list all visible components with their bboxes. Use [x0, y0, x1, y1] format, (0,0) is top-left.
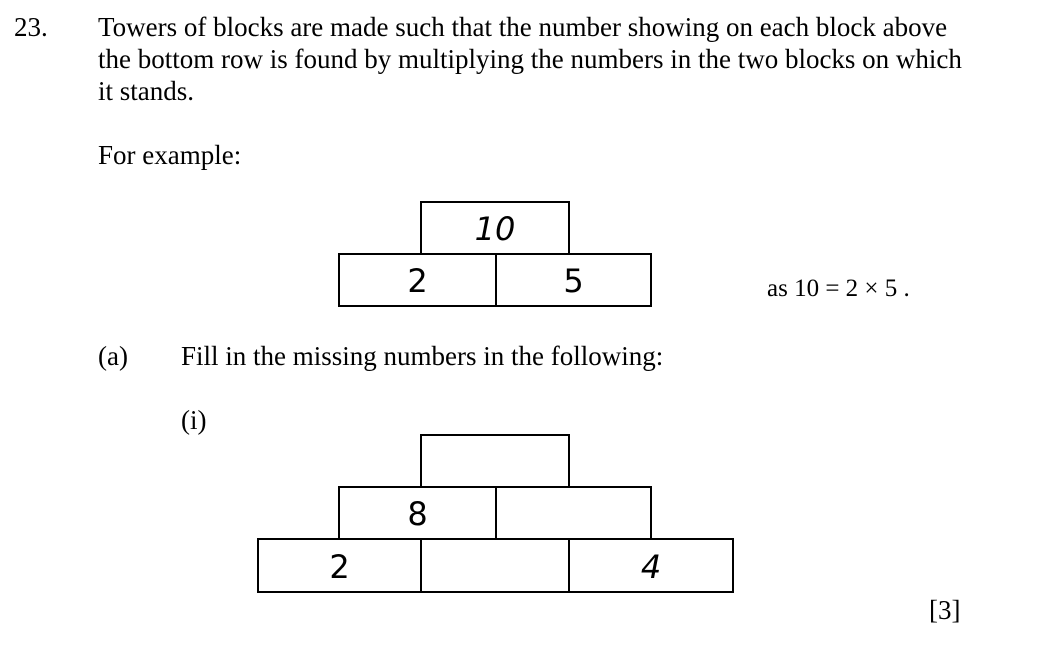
part-i-middle-right-block[interactable] — [495, 486, 652, 540]
question-number: 23. — [14, 12, 48, 42]
part-i-bottom-middle-block[interactable] — [420, 538, 570, 593]
part-i-top-block[interactable] — [420, 434, 570, 488]
part-i-bottom-right-block — [568, 538, 734, 593]
example-label: For example: — [98, 140, 242, 170]
part-a-label: (a) — [98, 341, 128, 371]
part-i-middle-left-block — [338, 486, 497, 540]
example-bottom-right-block — [495, 253, 652, 307]
part-i-bottom-left-block — [257, 538, 422, 593]
example-bottom-left-block — [338, 253, 497, 307]
example-top-block — [420, 201, 570, 255]
part-a-instruction: Fill in the missing numbers in the following: — [181, 341, 664, 371]
part-i-bottom-right-value: 4 — [640, 547, 662, 586]
part-i-middle-left-value: 8 — [407, 495, 428, 533]
example-bottom-right-value: 5 — [563, 262, 584, 300]
sub-part-i-label: (i) — [181, 405, 207, 435]
question-text-line-3: it stands. — [98, 76, 195, 106]
part-i-bottom-left-value: 2 — [329, 547, 350, 586]
example-bottom-left-value: 2 — [407, 262, 428, 300]
question-text-line-1: Towers of blocks are made such that the number showing on each block above — [98, 12, 948, 42]
question-text-line-2: the bottom row is found by multiplying the numbers in the two blocks on which — [98, 44, 962, 74]
marks-label: [3] — [929, 595, 961, 625]
example-top-value: 10 — [474, 210, 516, 248]
example-explanation: as 10 = 2 × 5 . — [767, 275, 910, 302]
